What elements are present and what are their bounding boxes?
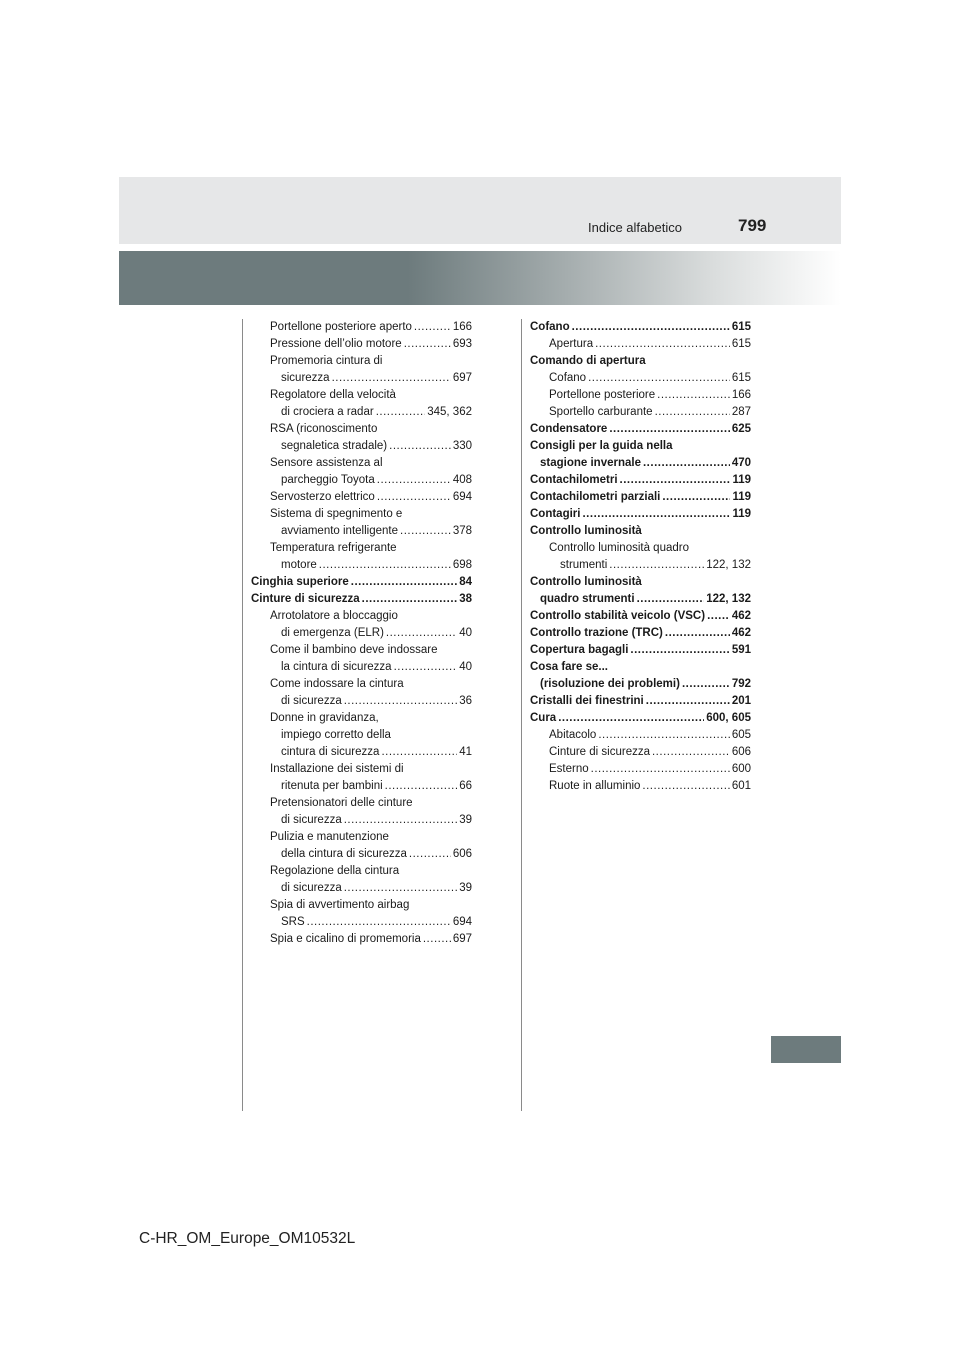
index-entry-text: SRS: [281, 916, 305, 928]
index-entry-page: 792: [731, 678, 751, 690]
index-entry: [530, 642, 751, 659]
index-entry: [251, 812, 472, 829]
index-entry-text: (risoluzione dei problemi): [540, 678, 680, 690]
index-entry-text: Sistema di spegnimento e: [270, 508, 403, 520]
dot-leader: [381, 744, 457, 761]
dot-leader: [377, 472, 451, 489]
index-entry-page: 36: [459, 695, 472, 707]
index-entry-text: Contagiri: [530, 508, 581, 520]
index-entry: [251, 319, 472, 336]
index-entry: [530, 727, 751, 744]
index-entry: [251, 353, 472, 370]
index-entry-text: Sensore assistenza al: [270, 457, 383, 469]
dot-leader: [588, 370, 730, 387]
dot-leader: [423, 931, 451, 948]
index-entry: [251, 489, 472, 506]
index-entry: [530, 387, 751, 404]
index-entry-text: quadro strumenti: [540, 593, 635, 605]
header-band: [119, 177, 841, 244]
index-entry-page: 591: [731, 644, 751, 656]
section-title: Indice alfabetico: [588, 220, 682, 235]
index-entry: [251, 931, 472, 948]
index-entry-page: 615: [731, 321, 751, 333]
index-entry-page: 606: [452, 848, 472, 860]
index-entry: [530, 438, 751, 455]
index-entry-text: Controllo trazione (TRC): [530, 627, 663, 639]
index-entry: [251, 625, 472, 642]
index-entry: [251, 914, 472, 931]
dot-leader: [362, 591, 458, 608]
index-entry-text: Copertura bagagli: [530, 644, 629, 656]
index-entry: [251, 846, 472, 863]
dot-leader: [643, 455, 730, 472]
index-entry-text: Cofano: [530, 321, 570, 333]
dot-leader: [376, 404, 426, 421]
index-entry-text: di sicurezza: [281, 695, 342, 707]
index-entry: [251, 880, 472, 897]
dot-leader: [386, 625, 457, 642]
index-entry-page: 625: [731, 423, 751, 435]
dot-leader: [351, 574, 457, 591]
dot-leader: [642, 778, 729, 795]
index-entry: [530, 404, 751, 421]
index-entry-page: 697: [452, 372, 472, 384]
index-entry-text: Controllo luminosità quadro: [549, 542, 689, 554]
index-entry-text: Regolazione della cintura: [270, 865, 400, 877]
index-entry: [530, 676, 751, 693]
index-entry: [251, 557, 472, 574]
index-entry-page: 615: [731, 338, 751, 350]
index-entry-text: Controllo luminosità: [530, 525, 642, 537]
index-entry-text: Abitacolo: [549, 729, 597, 741]
index-entry-text: Come il bambino deve indossare: [270, 644, 438, 656]
index-entry: [530, 591, 751, 608]
index-entry: [251, 591, 472, 608]
index-entry-text: RSA (riconoscimento: [270, 423, 378, 435]
index-entry-text: Portellone posteriore aperto: [270, 321, 412, 333]
index-entry-text: di sicurezza: [281, 814, 342, 826]
index-column-right: [530, 319, 751, 795]
index-entry: [530, 625, 751, 642]
index-entry: [530, 557, 751, 574]
index-entry-page: 693: [452, 338, 472, 350]
index-entry-text: impiego corretto della: [281, 729, 391, 741]
column-divider-right: [521, 319, 522, 1111]
index-entry-page: 697: [452, 933, 472, 945]
index-entry: [251, 693, 472, 710]
index-entry-page: 605: [731, 729, 751, 741]
dot-leader: [332, 370, 451, 387]
index-entry-text: Sportello carburante: [549, 406, 653, 418]
dot-leader: [394, 659, 458, 676]
index-entry-page: 615: [731, 372, 751, 384]
index-entry: [530, 744, 751, 761]
index-entry-page: 41: [459, 746, 472, 758]
index-entry: [251, 370, 472, 387]
index-entry: [251, 659, 472, 676]
index-entry-page: 600, 605: [706, 712, 751, 724]
index-entry-text: Promemoria cintura di: [270, 355, 383, 367]
index-entry-text: Comando di apertura: [530, 355, 646, 367]
index-entry: [251, 863, 472, 880]
index-entry-text: Spia di avvertimento airbag: [270, 899, 410, 911]
dot-leader: [404, 336, 451, 353]
index-entry-page: 694: [452, 916, 472, 928]
index-entry-text: Cristalli dei finestrini: [530, 695, 644, 707]
index-entry-text: Ruote in alluminio: [549, 780, 641, 792]
dot-leader: [344, 812, 457, 829]
index-entry-page: 287: [731, 406, 751, 418]
index-entry-text: Pressione dell’olio motore: [270, 338, 402, 350]
index-entry: [251, 523, 472, 540]
dot-leader: [630, 642, 729, 659]
index-entry: [530, 319, 751, 336]
dot-leader: [646, 693, 730, 710]
index-entry-page: 119: [732, 508, 751, 520]
index-entry-text: di sicurezza: [281, 882, 342, 894]
index-entry-text: avviamento intelligente: [281, 525, 398, 537]
index-entry-page: 122, 132: [706, 559, 751, 571]
index-entry-page: 39: [459, 882, 472, 894]
index-entry-page: 345, 362: [427, 406, 472, 418]
index-entry-page: 462: [731, 610, 751, 622]
dot-leader: [409, 846, 451, 863]
index-entry-page: 470: [731, 457, 751, 469]
index-entry: [530, 761, 751, 778]
dot-leader: [344, 880, 457, 897]
dot-leader: [707, 608, 730, 625]
index-entry-page: 166: [452, 321, 472, 333]
index-entry-text: Cinghia superiore: [251, 576, 349, 588]
index-entry: [530, 574, 751, 591]
index-entry-page: 38: [459, 593, 472, 605]
dot-leader: [572, 319, 730, 336]
dot-leader: [652, 744, 730, 761]
index-entry: [251, 761, 472, 778]
index-entry-text: segnaletica stradale): [281, 440, 388, 452]
index-entry-text: Contachilometri: [530, 474, 618, 486]
index-entry-text: motore: [281, 559, 317, 571]
index-entry: [251, 897, 472, 914]
index-entry-text: Temperatura refrigerante: [270, 542, 397, 554]
index-entry: [251, 829, 472, 846]
dot-leader: [665, 625, 730, 642]
index-entry-text: Cosa fare se...: [530, 661, 608, 673]
index-entry: [251, 608, 472, 625]
index-entry-text: Condensatore: [530, 423, 608, 435]
index-entry-text: Cinture di sicurezza: [251, 593, 360, 605]
index-entry-text: ritenuta per bambini: [281, 780, 383, 792]
index-entry: [530, 370, 751, 387]
dot-leader: [558, 710, 704, 727]
index-entry-text: Pulizia e manutenzione: [270, 831, 389, 843]
index-entry: [530, 608, 751, 625]
index-entry: [251, 336, 472, 353]
dot-leader: [400, 523, 451, 540]
index-entry-page: 40: [459, 661, 472, 673]
dot-leader: [620, 472, 731, 489]
index-entry: [251, 642, 472, 659]
index-entry-page: 600: [731, 763, 751, 775]
index-entry: [530, 421, 751, 438]
index-entry-page: 462: [731, 627, 751, 639]
index-entry-text: cintura di sicurezza: [281, 746, 380, 758]
index-entry: [530, 336, 751, 353]
index-entry: [530, 506, 751, 523]
index-entry-text: stagione invernale: [540, 457, 641, 469]
index-entry-page: 119: [732, 474, 751, 486]
chapter-gradient-bar: [119, 251, 841, 305]
index-entry-text: della cintura di sicurezza: [281, 848, 407, 860]
index-entry-page: 166: [731, 389, 751, 401]
index-entry-page: 39: [459, 814, 472, 826]
index-entry-text: Controllo luminosità: [530, 576, 642, 588]
index-entry: [251, 778, 472, 795]
index-entry-text: strumenti: [560, 559, 608, 571]
index-entry: [251, 795, 472, 812]
index-entry-page: 122, 132: [706, 593, 751, 605]
column-divider-left: [242, 319, 243, 1111]
index-entry-text: Esterno: [549, 763, 589, 775]
index-entry: [251, 506, 472, 523]
dot-leader: [682, 676, 730, 693]
index-entry-text: Servosterzo elettrico: [270, 491, 375, 503]
dot-leader: [609, 421, 729, 438]
index-entry: [530, 523, 751, 540]
index-entry: [251, 455, 472, 472]
index-entry: [251, 421, 472, 438]
index-entry-text: Contachilometri parziali: [530, 491, 661, 503]
index-entry: [530, 710, 751, 727]
index-entry: [530, 778, 751, 795]
index-entry: [530, 540, 751, 557]
index-entry-text: Donne in gravidanza,: [270, 712, 379, 724]
index-column-left: [251, 319, 472, 948]
index-entry-page: 694: [452, 491, 472, 503]
index-entry-text: Regolatore della velocità: [270, 389, 396, 401]
index-entry-page: 201: [731, 695, 751, 707]
index-entry: [251, 404, 472, 421]
index-entry-text: Portellone posteriore: [549, 389, 656, 401]
dot-leader: [637, 591, 705, 608]
index-entry-page: 84: [459, 576, 472, 588]
index-entry: [251, 438, 472, 455]
dot-leader: [609, 557, 704, 574]
index-entry: [530, 659, 751, 676]
index-entry: [530, 455, 751, 472]
index-entry-text: di crociera a radar: [281, 406, 374, 418]
index-entry-text: Cinture di sicurezza: [549, 746, 650, 758]
index-entry-page: 698: [452, 559, 472, 571]
index-entry-text: Arrotolatore a bloccaggio: [270, 610, 398, 622]
document-code: C-HR_OM_Europe_OM10532L: [139, 1230, 356, 1247]
dot-leader: [389, 438, 451, 455]
index-entry-page: 408: [452, 474, 472, 486]
index-entry-page: 119: [732, 491, 751, 503]
dot-leader: [598, 727, 730, 744]
dot-leader: [377, 489, 451, 506]
index-entry: [530, 693, 751, 710]
index-entry-text: Apertura: [549, 338, 594, 350]
index-entry-page: 378: [452, 525, 472, 537]
page-number: 799: [738, 216, 767, 235]
index-entry-text: Spia e cicalino di promemoria: [270, 933, 421, 945]
index-entry: [530, 472, 751, 489]
dot-leader: [319, 557, 451, 574]
index-entry-text: la cintura di sicurezza: [281, 661, 392, 673]
dot-leader: [385, 778, 458, 795]
index-entry-text: Cura: [530, 712, 557, 724]
index-entry-text: di emergenza (ELR): [281, 627, 384, 639]
index-entry-page: 601: [731, 780, 751, 792]
index-entry-text: Consigli per la guida nella: [530, 440, 673, 452]
dot-leader: [595, 336, 730, 353]
dot-leader: [591, 761, 730, 778]
index-entry-page: 606: [731, 746, 751, 758]
dot-leader: [655, 404, 730, 421]
dot-leader: [657, 387, 730, 404]
index-entry: [251, 472, 472, 489]
index-entry-page: 66: [459, 780, 472, 792]
index-entry: [530, 353, 751, 370]
index-entry-text: Installazione dei sistemi di: [270, 763, 404, 775]
index-entry-page: 40: [459, 627, 472, 639]
dot-leader: [307, 914, 451, 931]
index-entry-page: 330: [452, 440, 472, 452]
index-entry: [251, 710, 472, 727]
chapter-side-tab: [771, 1036, 841, 1063]
index-entry: [251, 540, 472, 557]
index-entry: [251, 727, 472, 744]
dot-leader: [414, 319, 451, 336]
dot-leader: [582, 506, 730, 523]
index-entry-text: Pretensionatori delle cinture: [270, 797, 413, 809]
index-entry-text: Come indossare la cintura: [270, 678, 404, 690]
index-entry-text: Controllo stabilità veicolo (VSC): [530, 610, 706, 622]
index-entry: [251, 676, 472, 693]
index-entry: [251, 387, 472, 404]
index-entry-text: sicurezza: [281, 372, 330, 384]
dot-leader: [662, 489, 730, 506]
index-entry: [530, 489, 751, 506]
index-entry-text: Cofano: [549, 372, 587, 384]
index-entry-text: parcheggio Toyota: [281, 474, 375, 486]
index-entry: [251, 574, 472, 591]
dot-leader: [344, 693, 457, 710]
index-entry: [251, 744, 472, 761]
